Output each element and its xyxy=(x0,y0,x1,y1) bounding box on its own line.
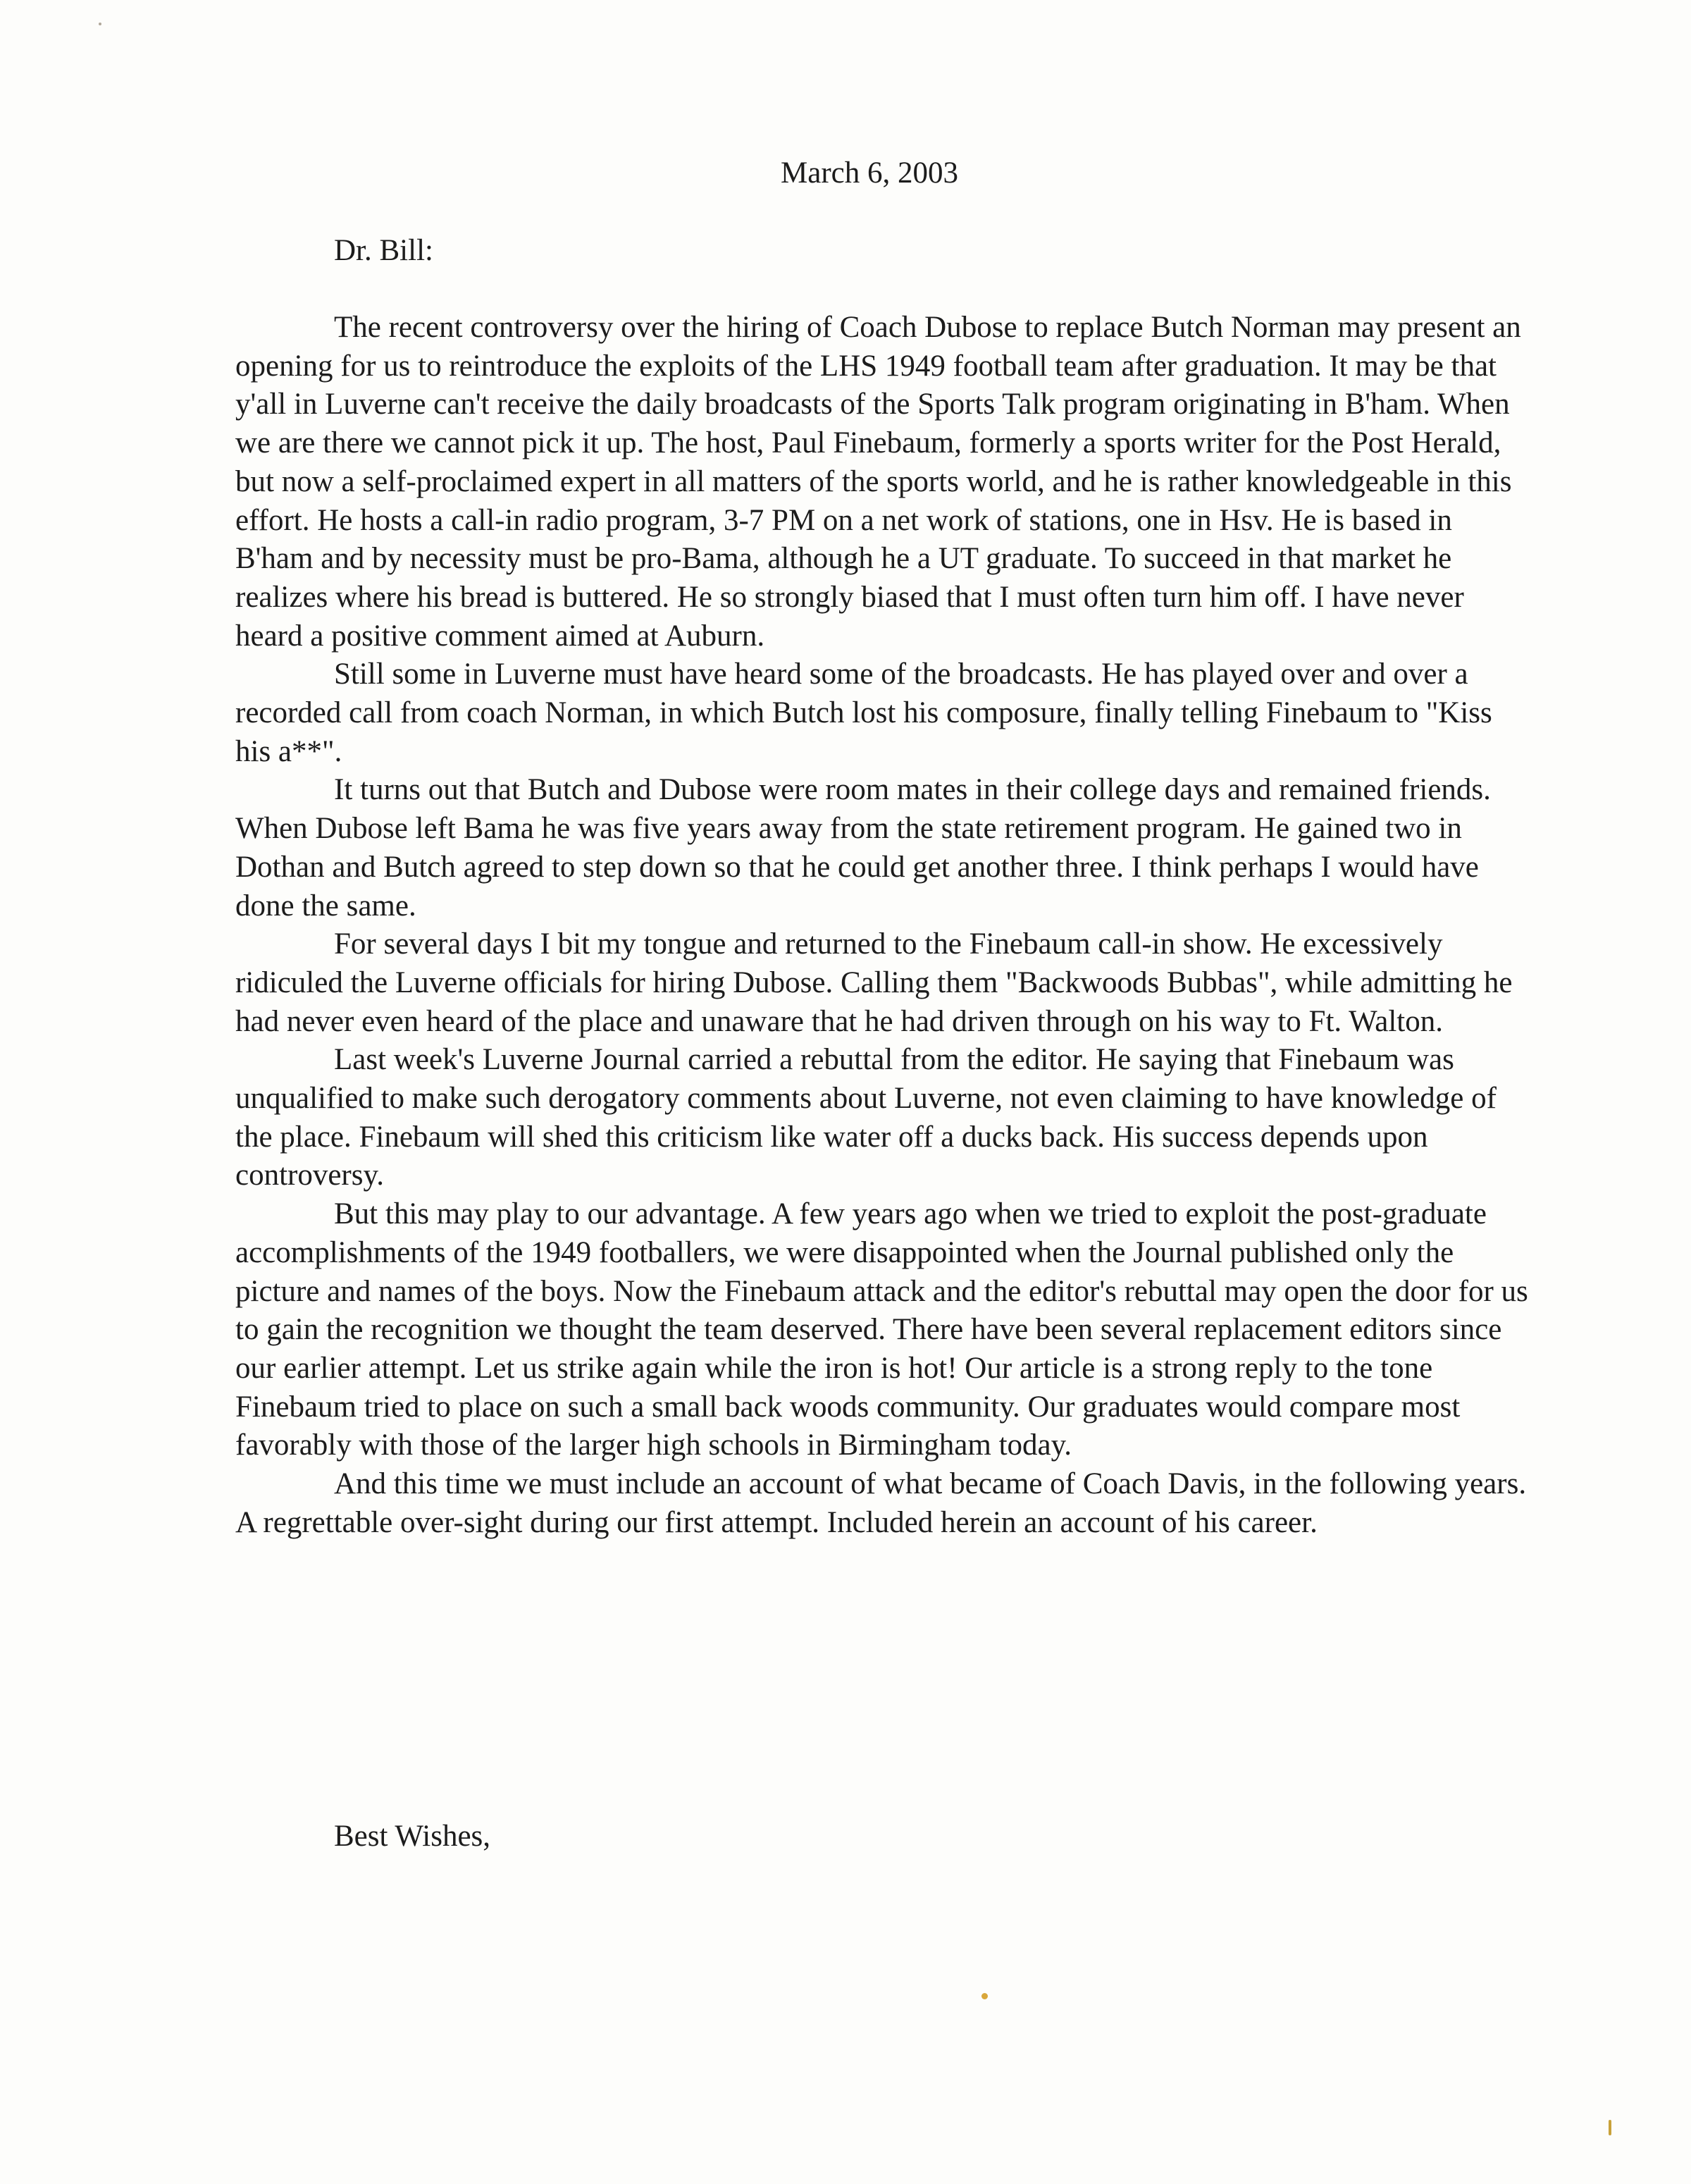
letter-paragraph: For several days I bit my tongue and returned to the Finebaum call-in show. He excessively ridiculed the Luverne officials for hiring Dubose. Calling them "Backwoods Bubbas", while admitting he had never even heard of the place and unaware that he had driven through on his way to Ft. Walton. xyxy=(235,927,1513,1038)
letter-body xyxy=(235,309,1529,1543)
letter-date: March 6, 2003 xyxy=(781,156,958,190)
letter-paragraph: And this time we must include an account of what became of Coach Davis, in the following years. A regrettable over-sight during our first attempt. Included herein an account of his career. xyxy=(235,1467,1527,1539)
letter-closing: Best Wishes, xyxy=(334,1820,491,1853)
letter-paragraph: Last week's Luverne Journal carried a rebuttal from the editor. He saying that Finebaum was unqualified to make such derogatory comments about Luverne, not even claiming to have knowledge of the place. Finebaum will shed this criticism like water off a ducks back. His success depends upon controversy. xyxy=(235,1043,1497,1192)
letter-paragraph: But this may play to our advantage. A few years ago when we tried to exploit the post-graduate accomplishments of the 1949 footballers, we were disappointed when the Journal published only the picture and names of the boys. Now the Finebaum attack and the editor's rebuttal may open the door for us to gain the recognition we thought the team deserved. There have been several replacement editors since our earlier attempt. Let us strike again while the iron is hot! Our article is a strong reply to the tone Finebaum tried to place on such a small back woods community. Our graduates would compare most favorably with those of the larger high schools in Birmingham today. xyxy=(235,1197,1528,1462)
letter-salutation: Dr. Bill: xyxy=(334,234,433,267)
letter-paragraph: It turns out that Butch and Dubose were room mates in their college days and remained friends. When Dubose left Bama he was five years away from the state retirement program. He gained two in Dothan and Butch agreed to step down so that he could get another three. I think perhaps I would have done the same. xyxy=(235,773,1491,923)
letter-paragraph: The recent controversy over the hiring of Coach Dubose to replace Butch Norman may present an opening for us to reintroduce the exploits of the LHS 1949 football team after graduation. It may be that y'all in Luverne can't receive the daily broadcasts of the Sports Talk program originating in B'ham. When we are there we cannot pick it up. The host, Paul Finebaum, formerly a sports writer for the Post Herald, but now a self-proclaimed expert in all matters of the sports world, and he is rather knowledgeable in this effort. He hosts a call-in radio program, 3-7 PM on a net work of stations, one in Hsv. He is based in B'ham and by necessity must be pro-Bama, although he a UT graduate. To succeed in that market he realizes where his bread is buttered. He so strongly biased that I must often turn him off. I have never heard a positive comment aimed at Auburn. xyxy=(235,311,1521,653)
paper-speck xyxy=(1609,2120,1611,2135)
paper-speck xyxy=(981,1993,988,1999)
letter-paragraph: Still some in Luverne must have heard some of the broadcasts. He has played over and over a recorded call from coach Norman, in which Butch lost his composure, finally telling Finebaum to "Kiss his a**". xyxy=(235,658,1492,768)
paper-speck xyxy=(99,23,101,25)
